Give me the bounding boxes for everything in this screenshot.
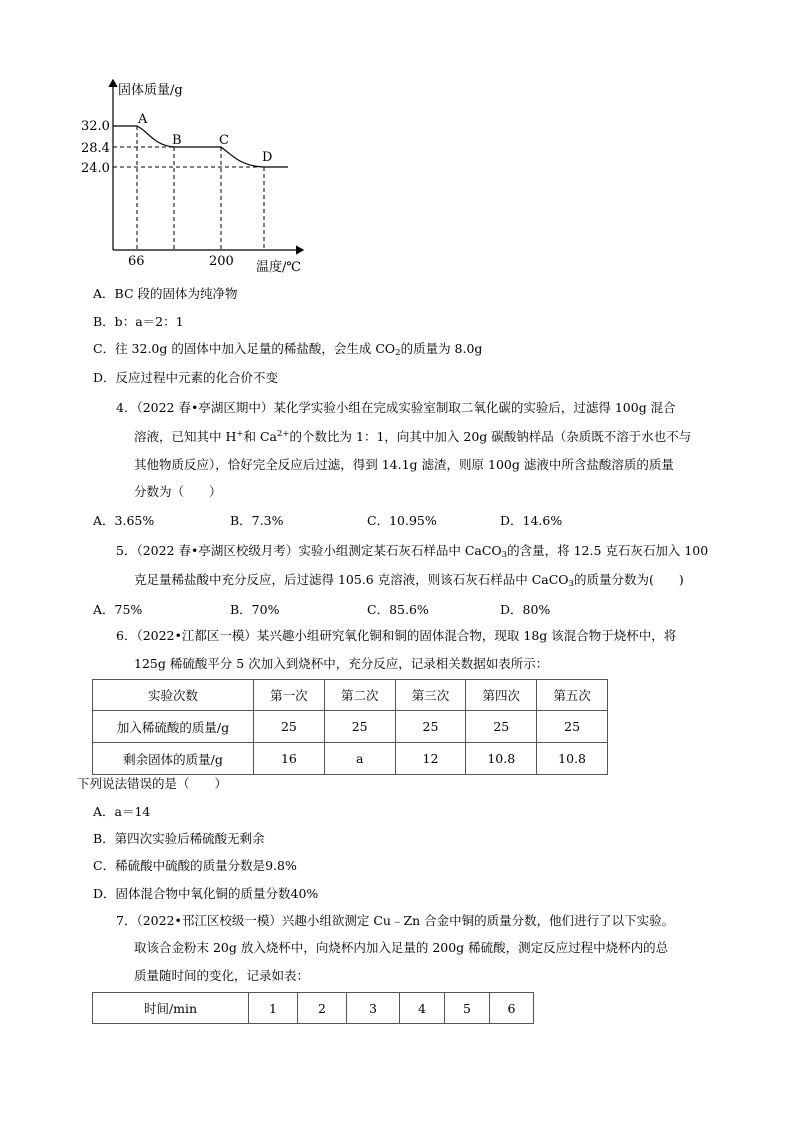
q5-line2-b: 的质量分数为( ) bbox=[573, 572, 684, 587]
q7-header-cell: 5 bbox=[445, 993, 490, 1024]
q6-option-d: D．固体混合物中氧化铜的质量分数40% bbox=[93, 886, 319, 901]
q4-line2-c: 的个数比为 1：1，向其中加入 20g 碳酸钠样品（杂质既不溶于水也不与 bbox=[289, 429, 692, 444]
q4-line2-a: 溶液，已知其中 H bbox=[134, 429, 237, 444]
q7-header-cell: 1 bbox=[249, 993, 298, 1024]
q7-header-cell: 3 bbox=[347, 993, 400, 1024]
table-row bbox=[93, 743, 608, 775]
y-tick-28-4: 28.4 bbox=[81, 141, 110, 156]
q4-stem-line4: 分数为（ ） bbox=[134, 484, 222, 499]
q4-option-c: C．10.95% bbox=[367, 513, 437, 528]
q6-option-b: B．第四次实验后稀硫酸无剩余 bbox=[93, 831, 265, 846]
q4-option-a: A．3.65% bbox=[93, 513, 155, 528]
q6-header-cell: 第四次 bbox=[466, 680, 537, 711]
table-row bbox=[93, 711, 608, 743]
q6-option-a: A．a＝14 bbox=[93, 804, 151, 819]
q5-line1-a: 5．（2022 春•亭湖区校级月考）实验小组测定某石灰石样品中 CaCO bbox=[116, 543, 502, 558]
q6-cell: 16 bbox=[254, 743, 325, 775]
q3-option-c bbox=[93, 343, 482, 358]
q6-header-cell: 第五次 bbox=[537, 680, 608, 711]
q4-stem-line3: 其他物质反应），恰好完全反应后过滤，得到 14.1g 滤渣，则原 100g 滤液中所含盐酸溶质的质量 bbox=[134, 457, 674, 472]
x-tick-200: 200 bbox=[209, 254, 234, 269]
point-label-A: A bbox=[138, 112, 148, 127]
q6-cell: 剩余固体的质量/g bbox=[93, 743, 254, 775]
q3-option-c-text: C．往 32.0g 的固体中加入足量的稀盐酸，会生成 CO bbox=[93, 341, 396, 356]
q4-option-d: D．14.6% bbox=[500, 513, 563, 528]
q6-cell: 25 bbox=[395, 711, 466, 743]
point-label-C: C bbox=[219, 133, 229, 148]
q5-stem-line1 bbox=[116, 545, 708, 560]
point-label-D: D bbox=[262, 150, 273, 165]
q6-cell: 加入稀硫酸的质量/g bbox=[93, 711, 254, 743]
q5-line1-sub: 3 bbox=[501, 550, 508, 560]
q4-line2-b: 和 Ca bbox=[243, 429, 277, 444]
chart-solid-mass-vs-temperature bbox=[80, 74, 320, 274]
q6-cell: 25 bbox=[324, 711, 395, 743]
q7-header-cell: 4 bbox=[400, 993, 445, 1024]
q6-option-c: C．稀硫酸中硫酸的质量分数是9.8% bbox=[93, 858, 297, 873]
q6-header-cell: 实验次数 bbox=[93, 680, 254, 711]
table-row bbox=[93, 993, 534, 1024]
q5-option-d: D．80% bbox=[500, 602, 551, 617]
q5-stem-line2 bbox=[134, 574, 684, 589]
q4-option-b: B．7.3% bbox=[230, 513, 284, 528]
table-row bbox=[93, 680, 608, 711]
q5-option-a: A．75% bbox=[93, 602, 143, 617]
q3-option-c-sub: 2 bbox=[395, 348, 401, 358]
point-label-B: B bbox=[172, 133, 182, 148]
q6-stem-line1: 6．（2022•江都区一模）某兴趣小组研究氧化铜和铜的固体混合物，现取 18g 该混合物于烧杯中，将 bbox=[116, 628, 677, 643]
q7-stem-line3: 质量随时间的变化，记录如表： bbox=[134, 968, 310, 983]
q5-option-c: C．85.6% bbox=[367, 602, 429, 617]
q6-cell: a bbox=[324, 743, 395, 775]
x-tick-66: 66 bbox=[128, 254, 145, 269]
q3-option-c-tail: 的质量为 8.0g bbox=[400, 341, 483, 356]
q7-stem-line1: 7．（2022•邗江区校级一模）兴趣小组欲测定 Cu﹣Zn 合金中铜的质量分数，他们进行了以下实验。 bbox=[116, 913, 675, 928]
q7-header-cell: 2 bbox=[298, 993, 347, 1024]
q5-option-b: B．70% bbox=[230, 602, 280, 617]
q5-line2-a: 克足量稀盐酸中充分反应，后过滤得 105.6 克溶液，则该石灰石样品中 CaCO bbox=[134, 572, 569, 587]
q7-header-cell: 6 bbox=[490, 993, 534, 1024]
q3-option-a: A．BC 段的固体为纯净物 bbox=[93, 286, 238, 301]
y-tick-24: 24.0 bbox=[81, 161, 110, 176]
q4-stem-line2 bbox=[134, 430, 691, 444]
q6-cell: 10.8 bbox=[537, 743, 608, 775]
q4-stem-line1: 4．（2022 春•亭湖区期中）某化学实验小组在完成实验室制取二氧化碳的实验后，过滤得 100g 混合 bbox=[116, 400, 676, 415]
q6-prompt: 下列说法错误的是（ ） bbox=[77, 776, 228, 791]
q6-cell: 25 bbox=[254, 711, 325, 743]
x-axis-label: 温度/℃ bbox=[256, 260, 301, 274]
q6-header-cell: 第三次 bbox=[395, 680, 466, 711]
q6-data-table bbox=[92, 679, 608, 775]
q6-cell: 10.8 bbox=[466, 743, 537, 775]
q3-option-d: D．反应过程中元素的化合价不变 bbox=[93, 370, 279, 385]
q4-line2-sup1: + bbox=[236, 429, 244, 439]
q6-cell: 25 bbox=[466, 711, 537, 743]
q6-cell: 25 bbox=[537, 711, 608, 743]
q6-header-cell: 第二次 bbox=[324, 680, 395, 711]
q7-stem-line2: 取该合金粉末 20g 放入烧杯中，向烧杯内加入足量的 200g 稀硫酸，测定反应过程中烧杯内的总 bbox=[134, 940, 669, 955]
q6-header-cell: 第一次 bbox=[254, 680, 325, 711]
y-axis-label: 固体质量/g bbox=[118, 83, 183, 98]
q3-option-b: B．b：a＝2：1 bbox=[93, 314, 184, 329]
q7-header-cell: 时间/min bbox=[93, 993, 249, 1024]
q5-line1-b: 的含量，将 12.5 克石灰石加入 100 bbox=[507, 543, 709, 558]
q4-line2-sup2: 2+ bbox=[277, 429, 290, 439]
q7-data-table bbox=[92, 992, 534, 1024]
q5-line2-sub: 3 bbox=[568, 579, 574, 589]
q6-cell: 12 bbox=[395, 743, 466, 775]
q6-stem-line2: 125g 稀硫酸平分 5 次加入到烧杯中，充分反应，记录相关数据如表所示： bbox=[134, 656, 549, 671]
y-tick-32: 32.0 bbox=[81, 119, 110, 134]
